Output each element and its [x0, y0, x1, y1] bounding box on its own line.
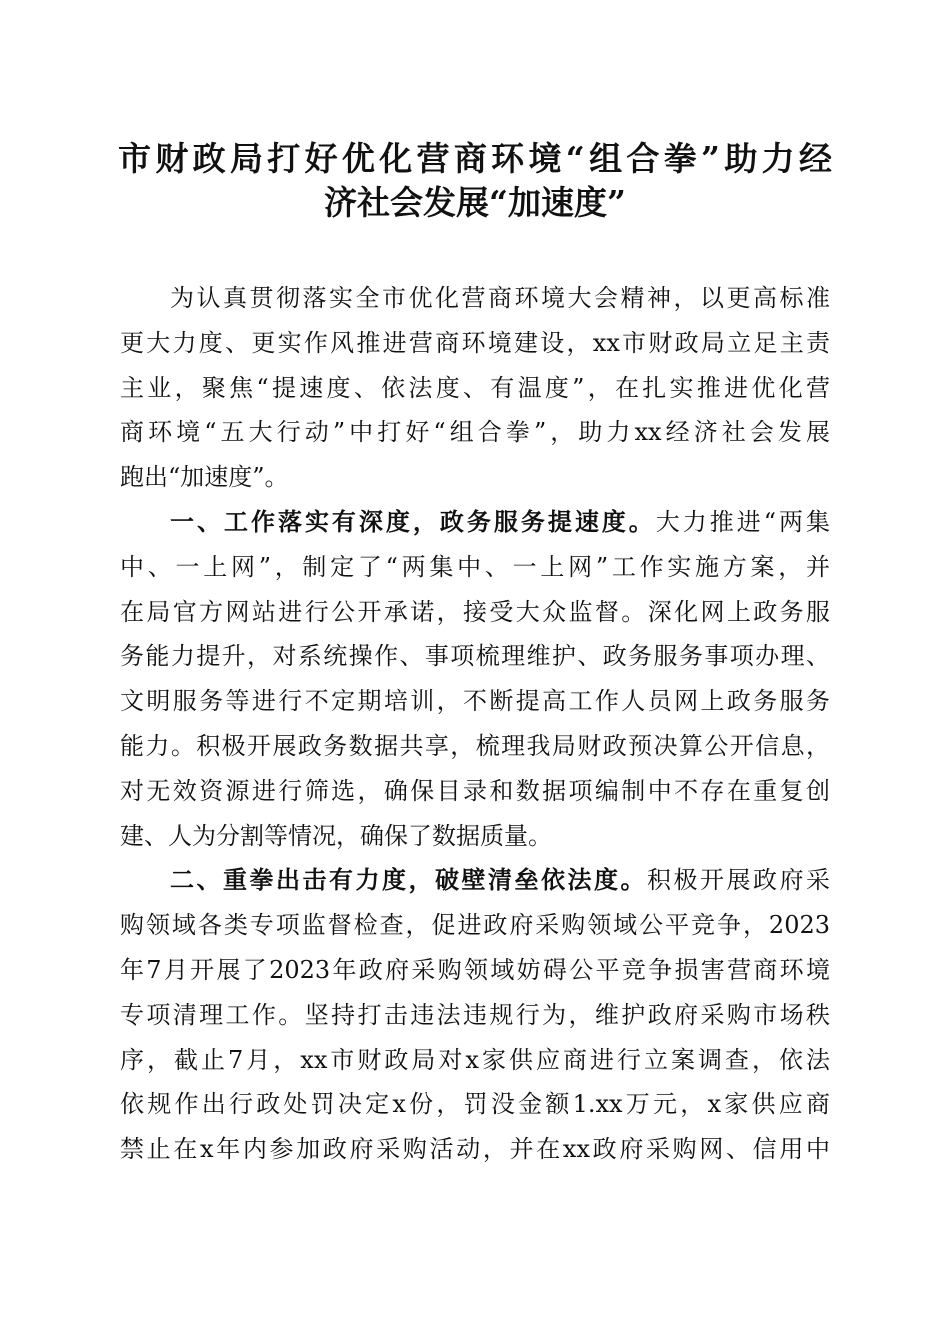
paragraph-intro [120, 276, 830, 500]
text-line: 能力。积极开展政务数据共享，梳理我局财政预决算公开信息， [120, 731, 830, 760]
document-body [120, 276, 830, 1172]
text-line [120, 500, 830, 545]
text-line: 年7月开展了2023年政府采购领域妨碍公平竞争损害营商环境 [120, 955, 830, 984]
text-line: 务能力提升，对系统操作、事项梳理维护、政务服务事项办理、 [120, 642, 830, 671]
text-line: 购领域各类专项监督检查，促进政府采购领域公平竞争，2023 [120, 911, 830, 940]
section-heading: 二、重拳出击有力度，破壁清垒依法度。 [170, 865, 647, 895]
text-line: 依规作出行政处罚决定x份，罚没金额1.xx万元，x家供应商 [120, 1090, 830, 1119]
text-line: 建、人为分割等情况，确保了数据质量。 [120, 821, 552, 850]
text-line: 更大力度、更实作风推进营商环境建设，xx市财政局立足主责 [120, 328, 830, 357]
paragraph-section-1 [120, 500, 830, 858]
title-line-2: 济社会发展“加速度” [324, 183, 626, 222]
text-line: 中、一上网”，制定了“两集中、一上网”工作实施方案，并 [120, 552, 830, 581]
text-run: 积极开展政府采 [647, 866, 830, 895]
text-line: 在局官方网站进行公开承诺，接受大众监督。深化网上政务服 [120, 597, 830, 626]
document-title [118, 137, 832, 225]
text-line: 对无效资源进行筛选，确保目录和数据项编制中不存在重复创 [120, 776, 830, 805]
section-heading: 一、工作落实有深度，政务服务提速度。 [170, 506, 656, 536]
text-line: 跑出“加速度”。 [120, 463, 289, 492]
text-line [120, 858, 830, 903]
title-line-1: 市财政局打好优化营商环境“组合拳”助力经 [118, 139, 832, 178]
text-run: 大力推进“两集 [655, 507, 830, 536]
text-line: 主业，聚焦“提速度、依法度、有温度”，在扎实推进优化营 [120, 373, 830, 402]
text-line: 专项清理工作。坚持打击违法违规行为，维护政府采购市场秩 [120, 1000, 830, 1029]
text-line: 文明服务等进行不定期培训，不断提高工作人员网上政务服务 [120, 687, 830, 716]
text-line: 序，截止7月，xx市财政局对x家供应商进行立案调查，依法 [120, 1045, 830, 1074]
paragraph-section-2 [120, 858, 830, 1172]
text-line: 商环境“五大行动”中打好“组合拳”，助力xx经济社会发展 [120, 418, 830, 447]
text-line: 为认真贯彻落实全市优化营商环境大会精神，以更高标准 [170, 284, 830, 312]
text-line: 禁止在x年内参加政府采购活动，并在xx政府采购网、信用中 [120, 1135, 830, 1164]
